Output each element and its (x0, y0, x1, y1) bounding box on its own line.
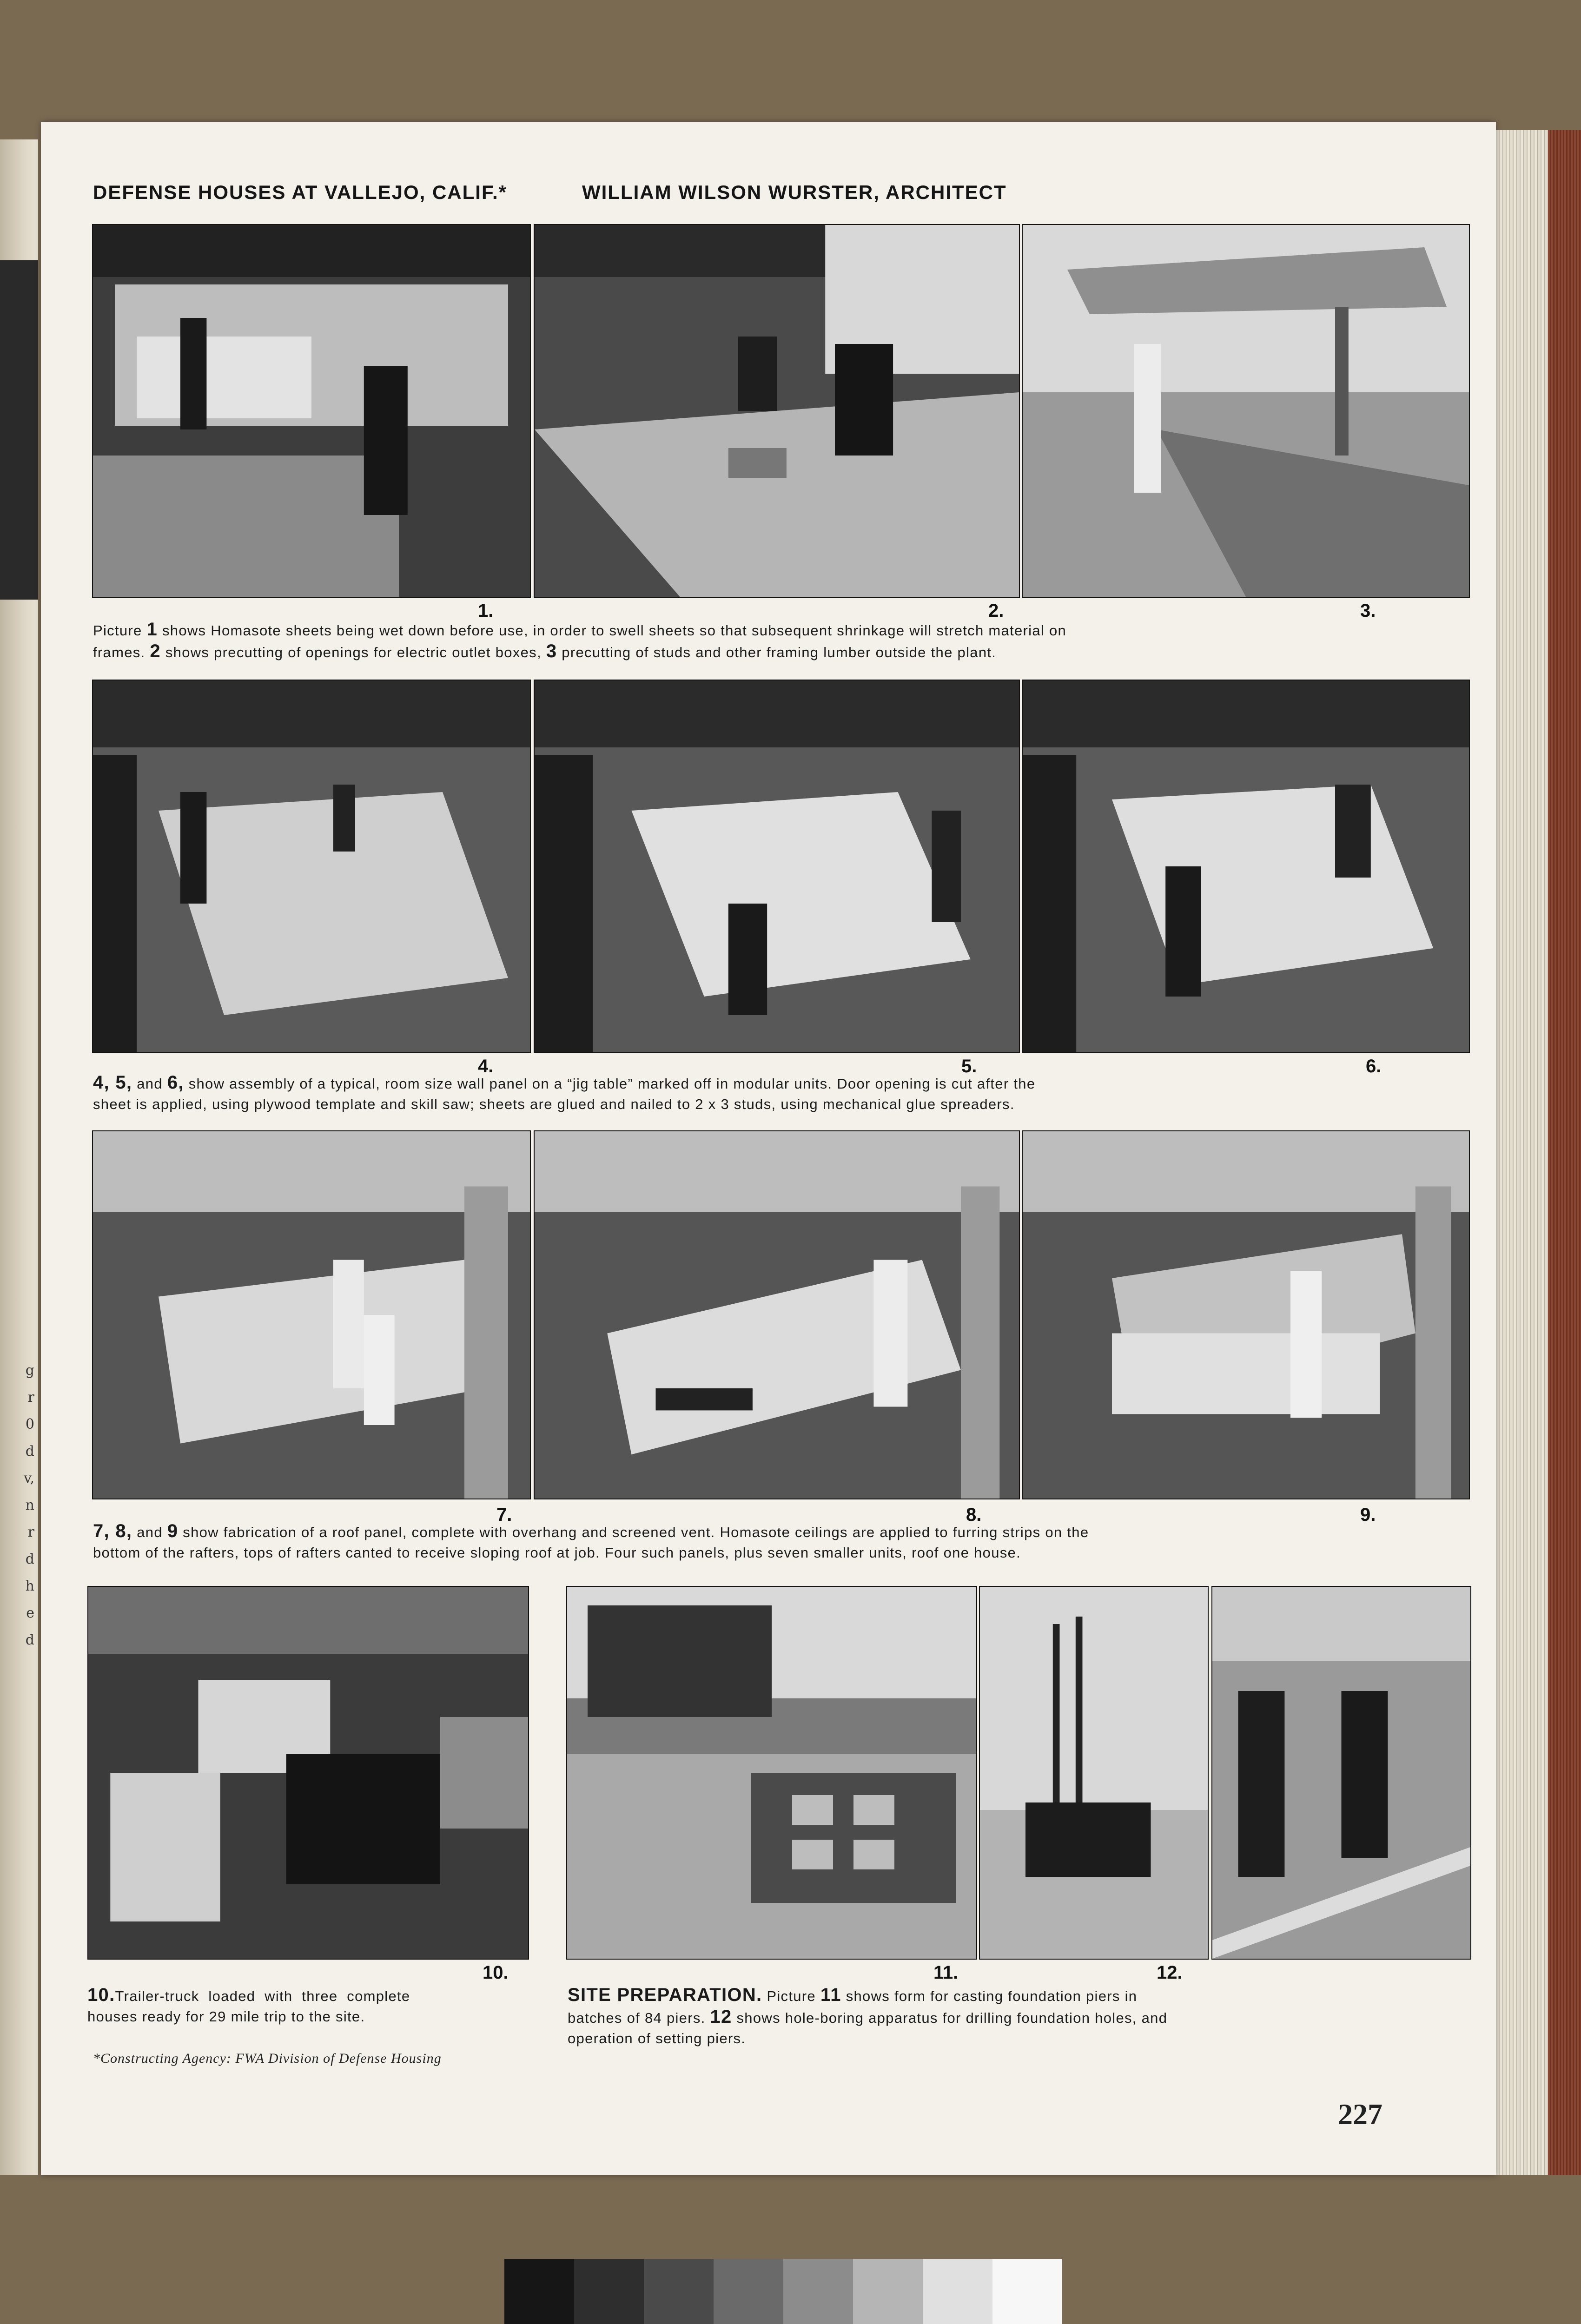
caption-2-text: shows precutting of openings for electric outlet boxes, (165, 644, 542, 660)
caption-3-num: 3 (546, 641, 557, 661)
photo-7-number: 7. (496, 1505, 512, 1525)
calibration-swatch (992, 2259, 1062, 2324)
caption-9-num: 9 (167, 1521, 179, 1541)
facing-page-photo-strip (0, 260, 38, 600)
caption-row-3-text-b: bottom of the rafters, tops of rafters canted to receive sloping roof at job. Four such panels, plus seven smaller units, roof one house. (93, 1545, 1021, 1561)
caption-row-2-text-b: sheet is applied, using plywood template and skill saw; sheets are glued and nailed to 2 x 3 studs, using mechanical glue spreaders. (93, 1096, 1015, 1112)
caption-1-text-b: frames. (93, 644, 146, 660)
calibration-swatch (923, 2259, 992, 2324)
magazine-page (41, 122, 1496, 2175)
photo-4-number: 4. (478, 1056, 494, 1076)
facing-page-fragment: v, (24, 1470, 34, 1486)
caption-11-text: shows form for casting foundation piers in (846, 1988, 1138, 2004)
facing-page-fragment: d (25, 1632, 34, 1648)
photo-11 (566, 1586, 977, 1960)
page-header (93, 181, 1007, 204)
photo-9-number: 9. (1360, 1505, 1376, 1525)
header-title-left: DEFENSE HOUSES AT VALLEJO, CALIF.* (93, 181, 507, 203)
caption-row-2-and: and (137, 1076, 163, 1092)
photo-7 (92, 1130, 531, 1499)
facing-page-fragment: h (25, 1578, 34, 1594)
photo-10-number: 10. (483, 1962, 509, 1983)
caption-row-3-text: show fabrication of a roof panel, complete with overhang and screened vent. Homasote ceilings are applied to furring strips on the (183, 1524, 1089, 1540)
photo-3 (1022, 224, 1470, 598)
photo-11-number: 11. (933, 1962, 959, 1983)
facing-page-fragment: 0 (25, 1416, 34, 1433)
caption-11-num: 11 (820, 1985, 841, 2005)
caption-6-num: 6, (167, 1072, 184, 1093)
photo-8 (534, 1130, 1020, 1499)
photo-1-number: 1. (478, 601, 494, 621)
caption-row-2 (93, 1072, 1432, 1115)
caption-1-lead: Picture (93, 622, 142, 639)
calibration-swatch (714, 2259, 783, 2324)
calibration-swatch (853, 2259, 923, 2324)
calibration-swatch (783, 2259, 853, 2324)
photo-2-number: 2. (988, 601, 1004, 621)
photo-5-number: 5. (961, 1056, 977, 1076)
caption-site-preparation (568, 1985, 1451, 2049)
photo-12-number: 12. (1157, 1962, 1183, 1983)
calibration-swatch (644, 2259, 714, 2324)
facing-page-fragment: n (25, 1497, 34, 1513)
calibration-swatch (504, 2259, 574, 2324)
photo-12a (979, 1586, 1209, 1960)
photo-1 (92, 224, 531, 598)
facing-page-fragment: g (25, 1362, 34, 1379)
calibration-swatch (574, 2259, 644, 2324)
caption-7-8-nums: 7, 8, (93, 1521, 132, 1541)
site-preparation-heading: SITE PREPARATION. (568, 1985, 762, 2005)
color-calibration-bar (504, 2259, 1062, 2324)
footnote: *Constructing Agency: FWA Division of Defense Housing (93, 2051, 442, 2066)
caption-row-3 (93, 1521, 1432, 1563)
caption-3-text: precutting of studs and other framing lumber outside the plant. (562, 644, 997, 660)
caption-1-text: shows Homasote sheets being wet down before use, in order to swell sheets so that subsequent shrinkage will stretch material on (162, 622, 1067, 639)
caption-12-text: shows hole-boring apparatus for drilling foundation holes, and (736, 2010, 1168, 2026)
caption-10-text-b: houses ready for 29 mile trip to the site. (87, 2008, 365, 2025)
facing-page-fragment: e (26, 1605, 34, 1621)
caption-11-text-b: batches of 84 piers. (568, 2010, 706, 2026)
caption-12-num: 12 (710, 2007, 732, 2027)
caption-10-num: 10. (87, 1985, 115, 2005)
photo-10 (87, 1586, 529, 1960)
caption-row-1 (93, 619, 1432, 663)
page-number: 227 (1338, 2098, 1383, 2131)
photo-4 (92, 680, 531, 1053)
photo-12b (1211, 1586, 1471, 1960)
caption-11-lead: Picture (767, 1988, 816, 2004)
header-title-right: WILLIAM WILSON WURSTER, ARCHITECT (582, 181, 1007, 203)
facing-page-text-fragments (2, 1357, 34, 1654)
photo-6 (1022, 680, 1470, 1053)
caption-12-text-b: operation of setting piers. (568, 2030, 746, 2047)
photo-9 (1022, 1130, 1470, 1499)
caption-1-num: 1 (146, 619, 158, 640)
caption-row-3-and: and (137, 1524, 163, 1540)
facing-page-fragment: r (27, 1389, 34, 1406)
facing-page-fragment: d (25, 1551, 34, 1567)
photo-2 (534, 224, 1020, 598)
photo-5 (534, 680, 1020, 1053)
facing-page-fragment: d (25, 1443, 34, 1459)
photo-3-number: 3. (1360, 601, 1376, 621)
caption-2-num: 2 (150, 641, 161, 661)
caption-10 (87, 1985, 552, 2027)
photo-8-number: 8. (966, 1505, 982, 1525)
photo-6-number: 6. (1366, 1056, 1382, 1076)
facing-page-fragment: r (27, 1524, 34, 1540)
book-cover-edge (1548, 130, 1581, 2175)
caption-10-text: Trailer-truck loaded with three complete (115, 1988, 410, 2004)
caption-4-5-nums: 4, 5, (93, 1072, 132, 1093)
caption-row-2-text: show assembly of a typical, room size wall panel on a “jig table” marked off in modular units. Door opening is cut after the (188, 1076, 1036, 1092)
